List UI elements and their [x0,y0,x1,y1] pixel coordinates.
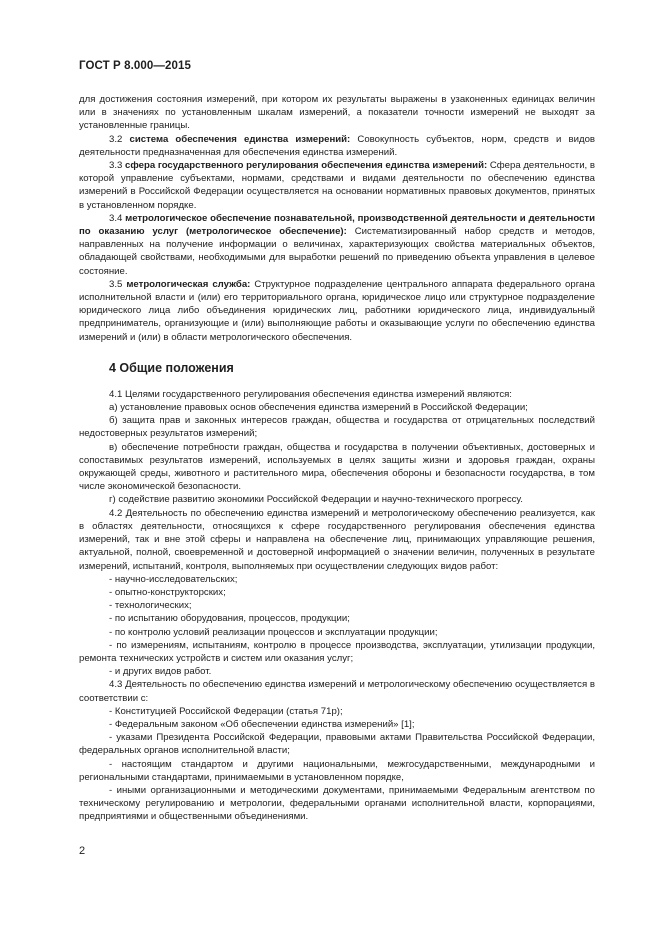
source-item: - Федеральным законом «Об обеспечении единства измерений» [1]; [109,718,415,730]
goal-item: а) установление правовых основ обеспечения единства измерений в Российской Федерации; [109,402,528,414]
goal-item: б) защита прав и законных интересов граждан, общества и государства от отрицательных последствий недостоверных результатов измерений; [79,415,595,440]
paragraph-4-3: 4.3 Деятельность по обеспечению единства измерений и метрологическому обеспечению осуществляется в соответствии с: [79,679,595,704]
definitions-list [79,133,595,344]
page-number: 2 [79,845,86,857]
intro-paragraph: для достижения состояния измерений, при котором их результаты выражены в узаконенных единицах величин или в значениях по установленным шкалам измерений, а показатели точности измерений не выходят за установленные границы. [79,94,595,132]
definition-3-3: 3.3 сфера государственного регулирования обеспечения единства измерений: Сфера деятельности, в которой управление субъектами, нормами, средствами и видами деятельности по обеспечению единства измерений в Российской Федерации осуществляется на основании нормативных правовых документов, принятых в установленном порядке. [79,160,595,211]
goal-item: в) обеспечение потребности граждан, общества и государства в получении объективных, достоверных и сопоставимых результатов измерений, используемых в целях защиты жизни и здоровья граждан, охраны окружающей среды, животного и растительного мира, обеспечения обороны и безопасности государства, в том числе экономической безопасности. [79,441,595,493]
work-item: - научно-исследовательских; [109,573,238,585]
definition-3-2: 3.2 система обеспечения единства измерений: Совокупность субъектов, норм, средств и видов деятельности предназначенная для обеспечения единства измерений. [79,133,595,158]
source-item: - настоящим стандартом и другими национальными, межгосударственными, международными и региональными стандартами, принимаемыми в установленном порядке, [79,758,595,783]
work-item: - опытно-конструкторских; [109,586,226,598]
definition-3-5: 3.5 метрологическая служба: Структурное подразделение центрального аппарата федерального органа исполнительной власти и (или) его территориального органа, юридическое лицо или структурное подразделение юридического лица либо объединения юридических лиц, работники юридического лица, индивидуальный предприниматель, организующие и (или) выполняющие работы и оказывающие услуги по обеспечению единства измерений и (или) в области метрологического обеспечения. [79,278,595,343]
work-item: - по измерениям, испытаниям, контролю в процессе производства, эксплуатации, утилизации продукции, ремонта технических устройств и систем или оказания услуг; [79,639,595,664]
work-item: - технологических; [109,600,192,612]
source-item: - Конституцией Российской Федерации (статья 71р); [109,705,343,717]
section-title: 4 Общие положения [109,360,234,375]
paragraph-4-1: 4.1 Целями государственного регулирования обеспечения единства измерений являются: [109,388,512,400]
term: система обеспечения единства измерений: [129,133,351,145]
work-item: - по испытанию оборудования, процессов, продукции; [109,613,350,625]
source-item: - иными организационными и методическими документами, принимаемыми Федеральным агентством по техническому регулированию и метрологии, федеральными органами исполнительной власти, корпорациями, предприятиями и общественными объединениями. [79,784,595,823]
term: метрологическая служба: [126,278,251,290]
work-item: - по контролю условий реализации процессов и эксплуатации продукции; [109,626,438,638]
source-item: - указами Президента Российской Федерации, правовыми актами Правительства Российской Федерации, федеральных органов исполнительной власти; [79,732,595,757]
term: метрологическое обеспечение познавательной, производственной деятельности и деятельности по оказанию услуг (метрологическое обеспечение): [79,212,595,238]
definition-3-4: 3.4 метрологическое обеспечение познавательной, производственной деятельности и деятельности по оказанию услуг (метрологическое обеспечение): Систематизированный набор средств и методов, направленных на получение информации о величинах, характеризующих свойства материальных объектов, обладающей свойствами, необходимыми для выработки решений по приведению объекта управления в целевое состояние. [79,212,595,277]
work-item: - и других видов работ. [109,666,212,678]
term: сфера государственного регулирования обеспечения единства измерений: [125,160,488,172]
paragraph-4-2: 4.2 Деятельность по обеспечению единства измерений и метрологическому обеспечению реализуется, как в областях деятельности, относящихся к сфере государственного регулирования обеспечения единства измерений, так и вне этой сферы и направлена на обеспечение лиц, принимающих управляющие решения, актуальной, полной, своевременной и достоверной информацией о значении величин, полученных в результате измерений, испытаний, контроля, выполняемых при осуществлении следующих видов работ: [79,507,595,572]
document-body [79,93,595,824]
document-header: ГОСТ Р 8.000—2015 [79,60,191,72]
goal-item: г) содействие развитию экономики Российской Федерации и научно-технического прогрессу. [109,494,523,506]
